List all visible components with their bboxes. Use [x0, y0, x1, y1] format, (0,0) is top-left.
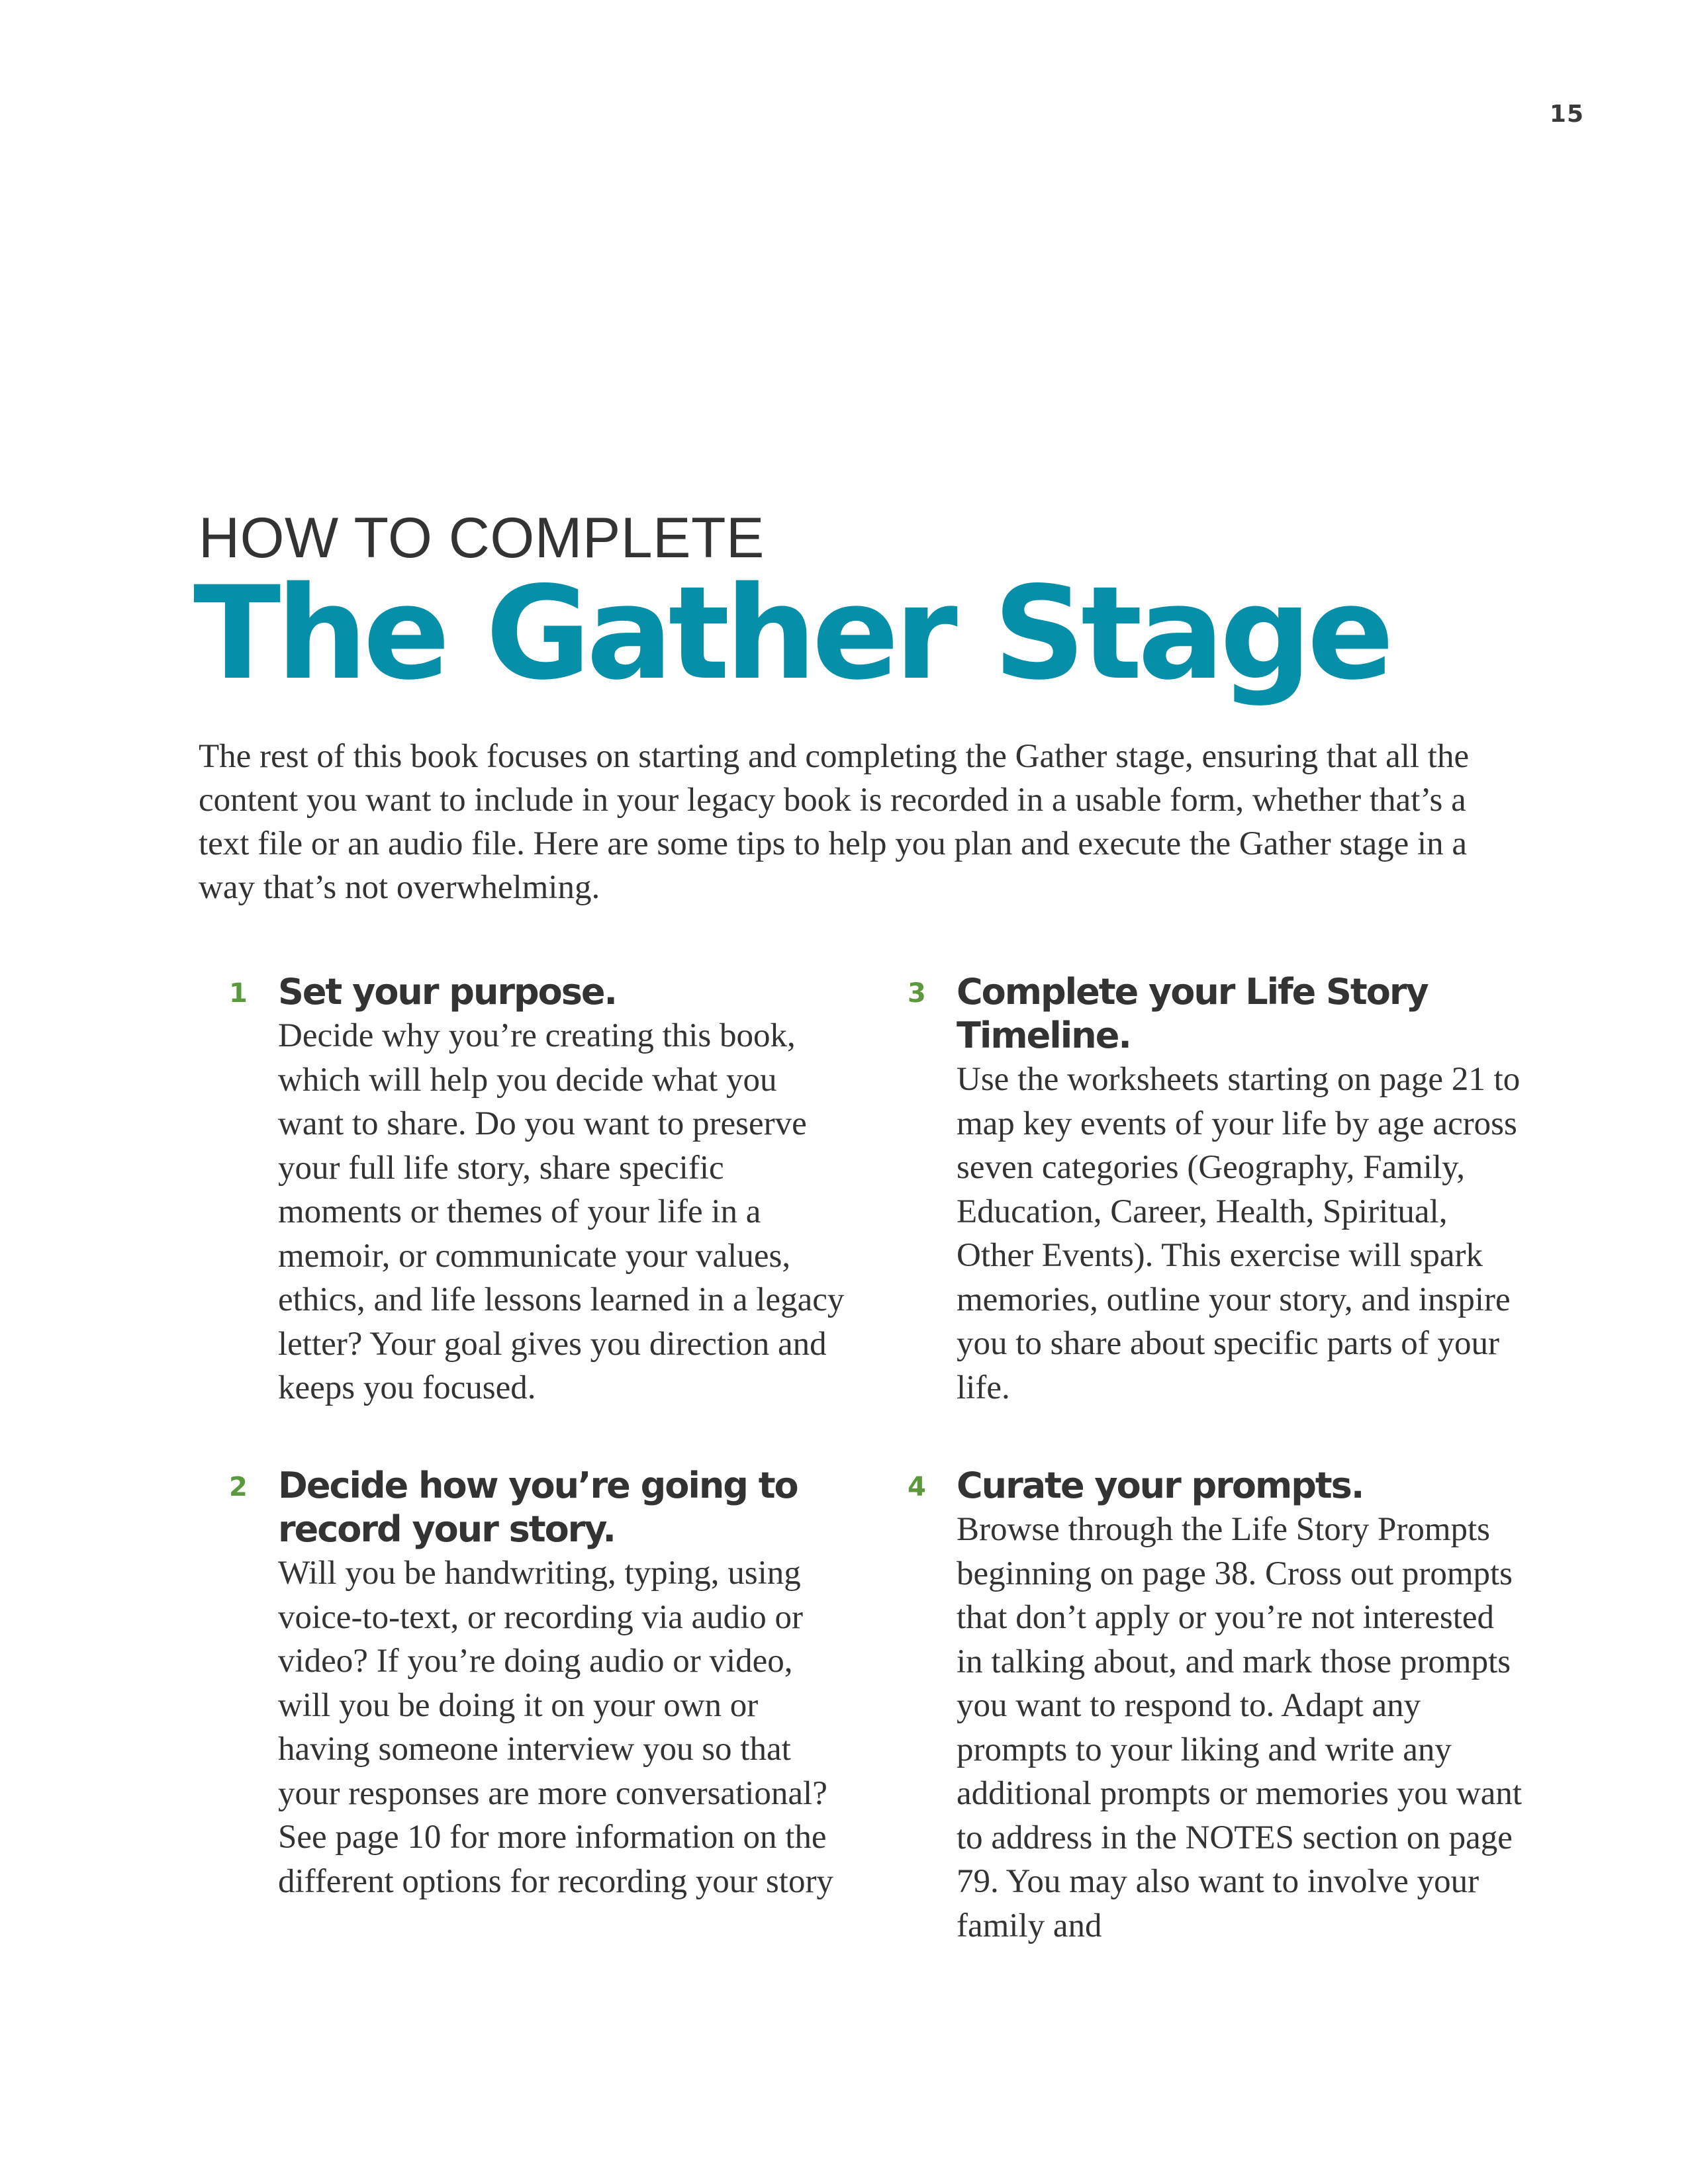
section-kicker: HOW TO COMPLETE [199, 506, 765, 570]
tip-item [908, 1464, 1526, 1948]
tip-number: 4 [908, 1472, 926, 1502]
tip-item [908, 970, 1526, 1410]
tip-number: 1 [229, 978, 248, 1009]
tip-item [229, 1464, 847, 1903]
tip-heading: Curate your prompts. [957, 1465, 1364, 1506]
tip-item [229, 970, 847, 1410]
tip-heading: Complete your Life Story Timeline. [957, 971, 1428, 1056]
page-title: The Gather Stage [193, 559, 1390, 708]
tip-body: Will you be handwriting, typing, using voice-to-text, or recording via audio or video? If you’re doing audio or video, will you be doing it on your own or having someone interview you so that your responses are more conversational? See page 10 for more information on the different options for recording your story [278, 1555, 833, 1900]
tip-heading: Decide how you’re going to record your story. [278, 1465, 798, 1550]
tip-body: Browse through the Life Story Prompts beginning on page 38. Cross out prompts that don’t apply or you’re not interested in talking about, and mark those prompts you want to respond to. Adapt any prompts to your liking and write any additional prompts or memories you want to address in the NOTES section on page 79. You may also want to involve your family and [957, 1511, 1523, 1944]
page-number: 15 [1549, 101, 1584, 128]
tip-body: Use the worksheets starting on page 21 to map key events of your life by age across seven categories (Geography, Family, Education, Career, Health, Spiritual, Other Events). This exercise will spark memories, outline your story, and inspire you to share about specific parts of your life. [957, 1061, 1521, 1406]
tip-heading: Set your purpose. [278, 971, 617, 1013]
tip-number: 3 [908, 978, 926, 1009]
intro-paragraph: The rest of this book focuses on starting and completing the Gather stage, ensuring that all the content you want to include in your legacy book is recorded in a usable form, whether that’s a text file or an audio file. Here are some tips to help you plan and execute the Gather stage in a way that’s not overwhelming. [199, 738, 1470, 906]
tip-number: 2 [229, 1472, 248, 1502]
tip-body: Decide why you’re creating this book, which will help you decide what you want to share. Do you want to preserve your full life story, share specific moments or themes of your life in a memoir, or communicate your values, ethics, and life lessons learned in a legacy letter? Your goal gives you direction and keeps you focused. [278, 1017, 845, 1406]
